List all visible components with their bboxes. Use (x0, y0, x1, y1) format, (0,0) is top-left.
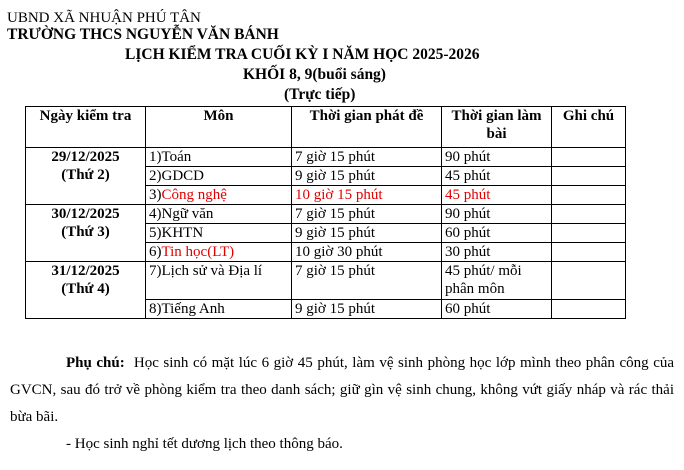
note-cell (552, 186, 626, 205)
subject-name: Công nghệ (161, 187, 227, 203)
subject-cell: 7)Lịch sử và Địa lí (146, 262, 292, 300)
duration-cell: 45 phút/ mỗi phân môn (442, 262, 552, 300)
org-name: UBND XÃ NHUẬN PHÚ TÂN (7, 10, 201, 26)
duration-cell: 45 phút (442, 167, 552, 186)
duration-cell: 60 phút (442, 300, 552, 319)
date-cell (26, 148, 146, 205)
note-paragraph (10, 350, 674, 431)
note-text: Học sinh có mặt lúc 6 giờ 45 phút, làm vệ sinh phòng học lớp mình theo phân công của GVCN, sau đó trở về phòng kiểm tra theo danh sách; giữ gìn vệ sinh chung, không vứt giấy nháp và rác thải bừa bãi. (10, 355, 675, 425)
table-row (26, 205, 626, 224)
note-cell (552, 300, 626, 319)
holiday-note: - Học sinh nghỉ tết dương lịch theo thông báo. (66, 436, 343, 452)
duration-cell: 90 phút (442, 148, 552, 167)
subject-cell: 4)Ngữ văn (146, 205, 292, 224)
note-cell (552, 262, 626, 300)
exam-date: 31/12/2025 (51, 263, 120, 279)
note-cell (552, 148, 626, 167)
table-header-row (26, 107, 626, 148)
document-title: LỊCH KIỂM TRA CUỐI KỲ I NĂM HỌC 2025-2026 (125, 46, 480, 63)
exam-mode: (Trực tiếp) (284, 86, 356, 103)
note-label: Phụ chú: (66, 355, 125, 371)
column-header-subject: Môn (146, 107, 292, 148)
duration-cell: 90 phút (442, 205, 552, 224)
handout-time-cell: 10 giờ 15 phút (292, 186, 442, 205)
subject-cell (146, 186, 292, 205)
table-row (26, 262, 626, 300)
subject-number: 6) (149, 244, 162, 260)
exam-weekday: (Thứ 3) (61, 224, 110, 240)
date-cell (26, 205, 146, 262)
handout-time-cell: 9 giờ 15 phút (292, 167, 442, 186)
school-name: TRƯỜNG THCS NGUYỄN VĂN BÁNH (7, 26, 279, 43)
duration-cell: 45 phút (442, 186, 552, 205)
handout-time-cell: 9 giờ 15 phút (292, 224, 442, 243)
note-cell (552, 243, 626, 262)
exam-weekday: (Thứ 2) (61, 167, 110, 183)
duration-cell: 60 phút (442, 224, 552, 243)
note-cell (552, 205, 626, 224)
subject-cell: 2)GDCD (146, 167, 292, 186)
subject-cell: 8)Tiếng Anh (146, 300, 292, 319)
column-header-note: Ghi chú (552, 107, 626, 148)
exam-weekday: (Thứ 4) (61, 281, 110, 297)
note-cell (552, 167, 626, 186)
exam-schedule-table (25, 106, 626, 319)
subject-cell: 5)KHTN (146, 224, 292, 243)
column-header-date: Ngày kiểm tra (26, 107, 146, 148)
subject-name: Tin học(LT) (161, 244, 235, 260)
subject-cell (146, 243, 292, 262)
exam-date: 29/12/2025 (51, 149, 120, 165)
handout-time-cell: 10 giờ 30 phút (292, 243, 442, 262)
note-cell (552, 224, 626, 243)
subject-number: 3) (149, 187, 162, 203)
grade-subtitle: KHỐI 8, 9(buổi sáng) (243, 66, 386, 83)
exam-date: 30/12/2025 (51, 206, 120, 222)
notes-section (10, 350, 674, 458)
subject-cell: 1)Toán (146, 148, 292, 167)
duration-cell: 30 phút (442, 243, 552, 262)
date-cell (26, 262, 146, 319)
table-row (26, 148, 626, 167)
handout-time-cell: 7 giờ 15 phút (292, 262, 442, 300)
handout-time-cell: 7 giờ 15 phút (292, 205, 442, 224)
column-header-handout-time: Thời gian phát đề (292, 107, 442, 148)
handout-time-cell: 7 giờ 15 phút (292, 148, 442, 167)
column-header-duration: Thời gian làm bài (442, 107, 552, 148)
handout-time-cell: 9 giờ 15 phút (292, 300, 442, 319)
